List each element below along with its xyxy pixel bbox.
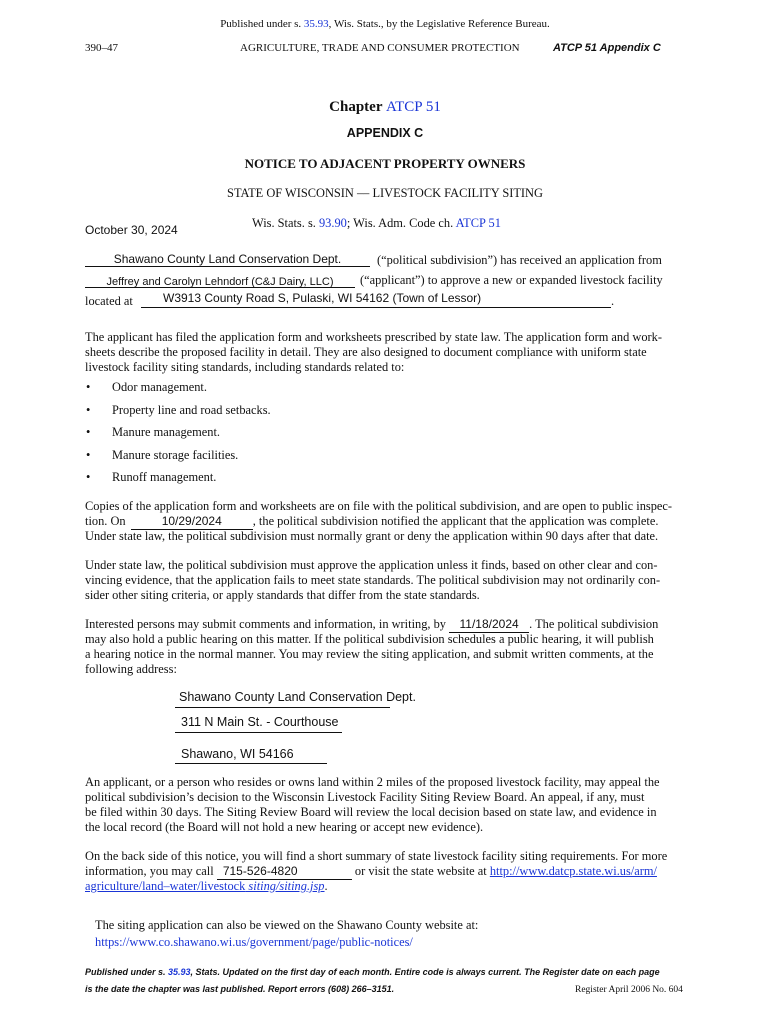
footer-line-1 xyxy=(85,967,660,977)
chapter-prefix: Chapter xyxy=(329,99,386,115)
political-subdivision-field xyxy=(85,250,370,267)
copies-line-2 xyxy=(85,514,658,530)
copies-line-2-suffix: , the political subdivision notified the applicant that the application was complete. xyxy=(252,514,659,528)
complete-date-field xyxy=(131,514,253,530)
copies-line-3: Under state law, the political subdivision must normally grant or deny the application within 90 days after that date. xyxy=(85,529,659,543)
standard-item: Odor management. xyxy=(112,380,207,394)
address-line-3: Shawano, WI 54166 xyxy=(181,747,294,761)
approval-line-3: sider other siting criteria, or apply standards that differ from the state standards. xyxy=(85,588,480,602)
location-value: W3913 County Road S, Pulaski, WI 54162 (Town of Lessor) xyxy=(163,291,482,305)
county-website-link[interactable]: https://www.co.shawano.wi.us/government/page/public-notices/ xyxy=(95,935,413,949)
section-header: ATCP 51 Appendix C xyxy=(553,42,661,54)
standard-item: Property line and road setbacks. xyxy=(112,403,271,417)
footer-statute-link[interactable]: 35.93 xyxy=(168,967,191,977)
comments-line-3: a hearing notice in the normal manner. You may review the siting application, and submit written comments, at the xyxy=(85,647,654,661)
copies-line-1: Copies of the application form and worksheets are on file with the political subdivision, and are open to public inspec- xyxy=(85,499,673,513)
phone-field xyxy=(217,864,352,880)
copies-line-2-prefix: tion. On xyxy=(85,514,126,528)
county-note-line-1: The siting application can also be viewed on the Shawano County website at: xyxy=(95,918,479,932)
top-notice-prefix: Published under s. xyxy=(220,18,304,30)
register-date: Register April 2006 No. 604 xyxy=(575,985,683,995)
bullet-icon: • xyxy=(86,403,91,417)
bullet-icon: • xyxy=(86,448,91,462)
appeal-line-1: An applicant, or a person who resides or owns land within 2 miles of the proposed livestock facility, may appeal the xyxy=(85,775,660,789)
located-prefix: located at xyxy=(85,294,133,308)
datcp-url-part-3: siting/siting.jsp xyxy=(245,879,325,893)
appeal-line-2: political subdivision’s decision to the Wisconsin Livestock Facility Siting Review Board. An appeal, if any, must xyxy=(85,790,645,804)
datcp-url-part-2: agriculture/land–water/livestock xyxy=(85,879,246,893)
backside-line-1: On the back side of this notice, you will find a short summary of state livestock facility siting requirements. For more xyxy=(85,849,668,863)
address-line-1: Shawano County Land Conservation Dept. xyxy=(179,690,416,704)
address-line-3-field xyxy=(175,747,327,764)
address-line-2: 311 N Main St. - Courthouse xyxy=(181,715,339,729)
chapter-link[interactable]: ATCP 51 xyxy=(385,99,441,115)
agency-header: AGRICULTURE, TRADE AND CONSUMER PROTECTION xyxy=(240,42,520,54)
political-subdivision-value: Shawano County Land Conservation Dept. xyxy=(113,252,342,266)
backside-line-2 xyxy=(85,864,657,880)
footer-line-2: is the date the chapter was last published. Report errors (608) 266–3151. xyxy=(85,984,395,994)
authority-prefix: Wis. Stats. s. xyxy=(252,216,319,230)
intro-paragraph xyxy=(85,330,686,375)
intro-line-3: livestock facility siting standards, including standards related to: xyxy=(85,360,405,374)
address-line-2-field xyxy=(175,715,342,733)
datcp-url-link-continued[interactable] xyxy=(85,879,325,893)
comments-deadline-field xyxy=(449,617,529,633)
top-notice xyxy=(0,18,770,30)
comments-line-4: following address: xyxy=(85,662,177,676)
statute-link-93-90[interactable]: 93.90 xyxy=(318,216,347,230)
footer-line-1-prefix: Published under s. xyxy=(85,967,169,977)
bullet-icon: • xyxy=(86,380,91,394)
standard-item: Manure management. xyxy=(112,425,221,439)
appeal-paragraph xyxy=(85,775,686,835)
statute-link-35-93[interactable]: 35.93 xyxy=(303,18,329,30)
backside-line-2-middle: or visit the state website at xyxy=(354,864,487,878)
notice-title: NOTICE TO ADJACENT PROPERTY OWNERS xyxy=(244,156,526,171)
standard-item: Manure storage facilities. xyxy=(112,448,239,462)
backside-line-3 xyxy=(85,879,328,894)
complete-date-value: 10/29/2024 xyxy=(161,514,222,528)
chapter-heading xyxy=(0,99,770,116)
appendix-heading: APPENDIX C xyxy=(346,126,424,140)
datcp-url-link[interactable]: http://www.datcp.state.wi.us/arm/ xyxy=(489,864,657,878)
backside-line-3-end: . xyxy=(324,879,328,893)
bullet-icon: • xyxy=(86,425,91,439)
authority-line xyxy=(252,216,501,231)
code-link-atcp-51[interactable]: ATCP 51 xyxy=(455,216,501,230)
intro-line-2: sheets describe the proposed facility in detail. They are also designed to document compliance with uniform state xyxy=(85,345,647,359)
intro-line-1: The applicant has filed the application form and worksheets prescribed by state law. The application form and work- xyxy=(85,330,663,344)
notice-date: October 30, 2024 xyxy=(85,223,178,237)
political-subdivision-suffix: (“political subdivision”) has received an application from xyxy=(377,253,662,267)
page-reference: 390–47 xyxy=(85,42,118,54)
top-notice-suffix: , Wis. Stats., by the Legislative Reference Bureau. xyxy=(328,18,550,30)
approval-line-2: vincing evidence, that the application fails to meet state standards. The political subdivision may not ordinarily con- xyxy=(85,573,661,587)
comments-deadline-value: 11/18/2024 xyxy=(459,617,519,631)
applicant-value: Jeffrey and Carolyn Lehndorf (C&J Dairy, LLC) xyxy=(106,276,334,288)
comments-line-1 xyxy=(85,617,658,633)
footer-line-1-suffix: , Stats. Updated on the first day of each month. Entire code is always current. The Register date on each page xyxy=(190,967,660,977)
backside-line-2-prefix: information, you may call xyxy=(85,864,214,878)
approval-line-1: Under state law, the political subdivision must approve the application unless it finds, based on other clear and con- xyxy=(85,558,658,572)
location-field xyxy=(141,291,611,308)
comments-line-1-suffix: . The political subdivision xyxy=(529,617,659,631)
authority-middle: ; Wis. Adm. Code ch. xyxy=(346,216,456,230)
comments-line-1-prefix: Interested persons may submit comments and information, in writing, by xyxy=(85,617,446,631)
phone-value: 715-526-4820 xyxy=(222,864,298,878)
applicant-suffix: (“applicant”) to approve a new or expanded livestock facility xyxy=(360,273,663,287)
applicant-field xyxy=(85,272,355,288)
bullet-icon: • xyxy=(86,470,91,484)
appeal-line-4: the local record (the Board will not hold a new hearing or accept new evidence). xyxy=(85,820,484,834)
appeal-line-3: be filed within 30 days. The Siting Review Board will review the local decision based on state law, and evidence in xyxy=(85,805,657,819)
location-suffix: . xyxy=(611,294,615,308)
address-line-1-field xyxy=(175,690,416,708)
state-line: STATE OF WISCONSIN –– LIVESTOCK FACILITY SITING xyxy=(227,186,543,200)
comments-line-2: may also hold a public hearing on this matter. If the political subdivision schedules a public hearing, it will publish xyxy=(85,632,654,646)
standard-item: Runoff management. xyxy=(112,470,217,484)
approval-paragraph xyxy=(85,558,686,603)
